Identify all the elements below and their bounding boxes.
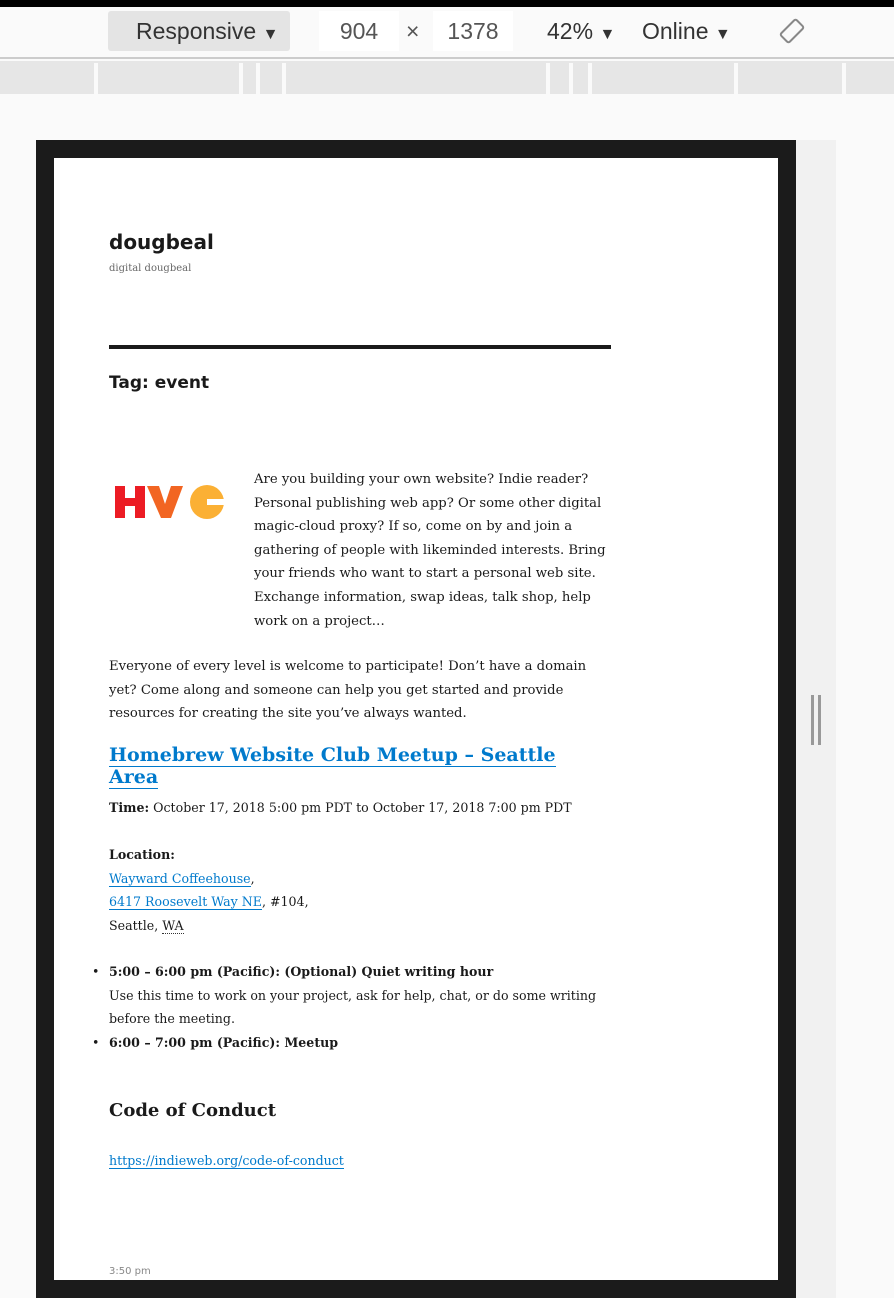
resize-strip [796,140,836,1298]
coc-link[interactable]: https://indieweb.org/code-of-conduct [109,1153,344,1168]
network-label: Online [642,18,709,44]
times-icon: × [406,18,420,44]
event-time [109,796,611,820]
time-value: October 17, 2018 5:00 pm PDT to October 17, 2018 7:00 pm PDT [153,800,572,815]
post-intro [109,468,611,633]
schedule-desc: Use this time to work on your project, ask for help, chat, or do some writing before the meeting. [109,987,597,1027]
event-title[interactable]: Homebrew Website Club Meetup – Seattle Area [109,744,556,788]
venue-link[interactable]: Wayward Coffeehouse [109,870,251,886]
top-edge [0,0,894,7]
schedule-title: 6:00 – 7:00 pm (Pacific): Meetup [109,1034,339,1050]
chevron-down-icon: ▼ [714,26,731,43]
schedule-item [109,1031,611,1055]
city: Seattle, [109,917,163,933]
state: WA [162,917,184,933]
media-query-ruler[interactable] [0,61,894,94]
event-title-link[interactable] [109,744,611,788]
zoom-select[interactable] [547,11,615,51]
site-title[interactable]: dougbeal [109,230,214,254]
resize-handle[interactable] [818,695,821,745]
zoom-label: 42% [547,18,594,44]
post-welcome: Everyone of every level is welcome to participate! Don’t have a domain yet? Come along and someone can help you get started and provide resources for creating the site you’ve always wanted. [109,659,587,722]
resize-handle[interactable] [811,695,814,745]
height-input[interactable]: 1378 [433,11,513,51]
network-select[interactable] [642,11,731,51]
street-link[interactable]: 6417 Roosevelt Way NE [109,894,262,910]
posted-time[interactable]: 3:50 pm [109,1266,151,1277]
intro-text: Are you building your own website? Indie reader? Personal publishing web app? Or some other digital magic-cloud proxy? If so, come on by and join a gathering of people with likeminded interests. Bring your friends who want to start a personal web site. Exchange information, swap ideas, talk shop, help work on a project… [254,472,606,629]
location-label: Location: [109,847,175,862]
suite: , #104, [261,894,309,910]
archive-title: Tag: event [109,373,210,393]
event-location: Location: Wayward Coffeehouse, 6417 Roosevelt Way NE, #104, Seattle, WA [109,847,309,933]
coc-heading: Code of Conduct [109,1100,277,1121]
devtools-toolbar [0,7,894,59]
device-label: Responsive [136,18,257,44]
device-select[interactable] [108,11,290,51]
divider [109,345,611,349]
site-description: digital dougbeal [109,263,192,274]
rotate-icon[interactable] [778,17,806,57]
coc-link-wrap [109,1149,611,1173]
schedule-title: 5:00 – 6:00 pm (Pacific): (Optional) Quiet writing hour [109,964,494,979]
width-input[interactable]: 904 [319,11,399,51]
chevron-down-icon: ▼ [262,26,279,43]
time-label: Time: [109,800,150,815]
page-viewport [54,158,778,1280]
schedule-item [109,960,611,1031]
schedule-list [109,960,611,1054]
chevron-down-icon: ▼ [599,26,616,43]
